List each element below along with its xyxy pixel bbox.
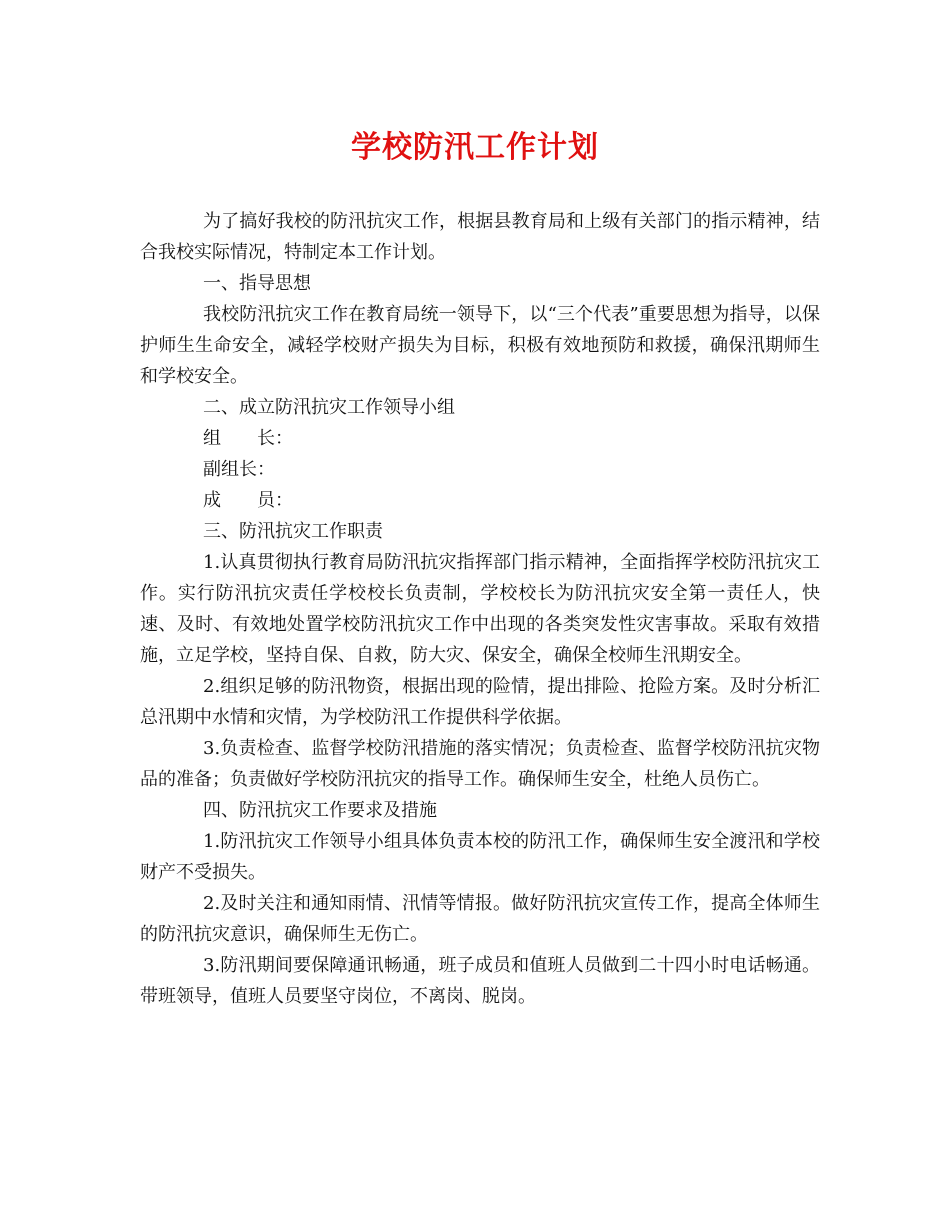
- duty-item-1: 1.认真贯彻执行教育局防汛抗灾指挥部门指示精神，全面指挥学校防汛抗灾工作。实行防汛抗灾责任学校校长负责制，学校校长为防汛抗灾安全第一责任人，快速、及时、有效地处置学校防汛抗灾工作中出现的各类突发性灾害事故。采取有效措施，立足学校，坚持自保、自救，防大灾、保安全，确保全校师生汛期安全。: [140, 552, 820, 666]
- section-heading-guiding-thought: 一、指导思想: [203, 273, 311, 294]
- document-title: 学校防汛工作计划: [351, 130, 599, 165]
- guiding-thought-paragraph: 我校防汛抗灾工作在教育局统一领导下，以“三个代表”重要思想为指导，以保护师生生命安全，减轻学校财产损失为目标，积极有效地预防和救援，确保汛期师生和学校安全。: [140, 304, 820, 387]
- document-body: [140, 206, 820, 1012]
- duty-item-3: 3.负责检查、监督学校防汛措施的落实情况；负责检查、监督学校防汛抗灾物品的准备；负责做好学校防汛抗灾的指导工作。确保师生安全，杜绝人员伤亡。: [140, 738, 820, 790]
- section-heading-requirements: 四、防汛抗灾工作要求及措施: [203, 800, 437, 821]
- duty-item-2: 2.组织足够的防汛物资，根据出现的险情，提出排险、抢险方案。及时分析汇总汛期中水情和灾情，为学校防汛工作提供科学依据。: [140, 676, 820, 728]
- requirement-item-3: 3.防汛期间要保障通讯畅通，班子成员和值班人员做到二十四小时电话畅通。带班领导，值班人员要坚守岗位，不离岗、脱岗。: [140, 955, 820, 1007]
- requirement-item-2: 2.及时关注和通知雨情、汛情等情报。做好防汛抗灾宣传工作，提高全体师生的防汛抗灾意识，确保师生无伤亡。: [140, 893, 820, 945]
- section-heading-duties: 三、防汛抗灾工作职责: [203, 521, 383, 542]
- members-label: 成 员：: [203, 490, 293, 511]
- group-leader-label: 组 长：: [203, 428, 293, 449]
- intro-paragraph: 为了搞好我校的防汛抗灾工作，根据县教育局和上级有关部门的指示精神，结合我校实际情况，特制定本工作计划。: [140, 211, 820, 263]
- section-heading-leading-group: 二、成立防汛抗灾工作领导小组: [203, 397, 455, 418]
- deputy-leader-label: 副组长：: [203, 459, 275, 480]
- requirement-item-1: 1.防汛抗灾工作领导小组具体负责本校的防汛工作，确保师生安全渡汛和学校财产不受损失。: [140, 831, 820, 883]
